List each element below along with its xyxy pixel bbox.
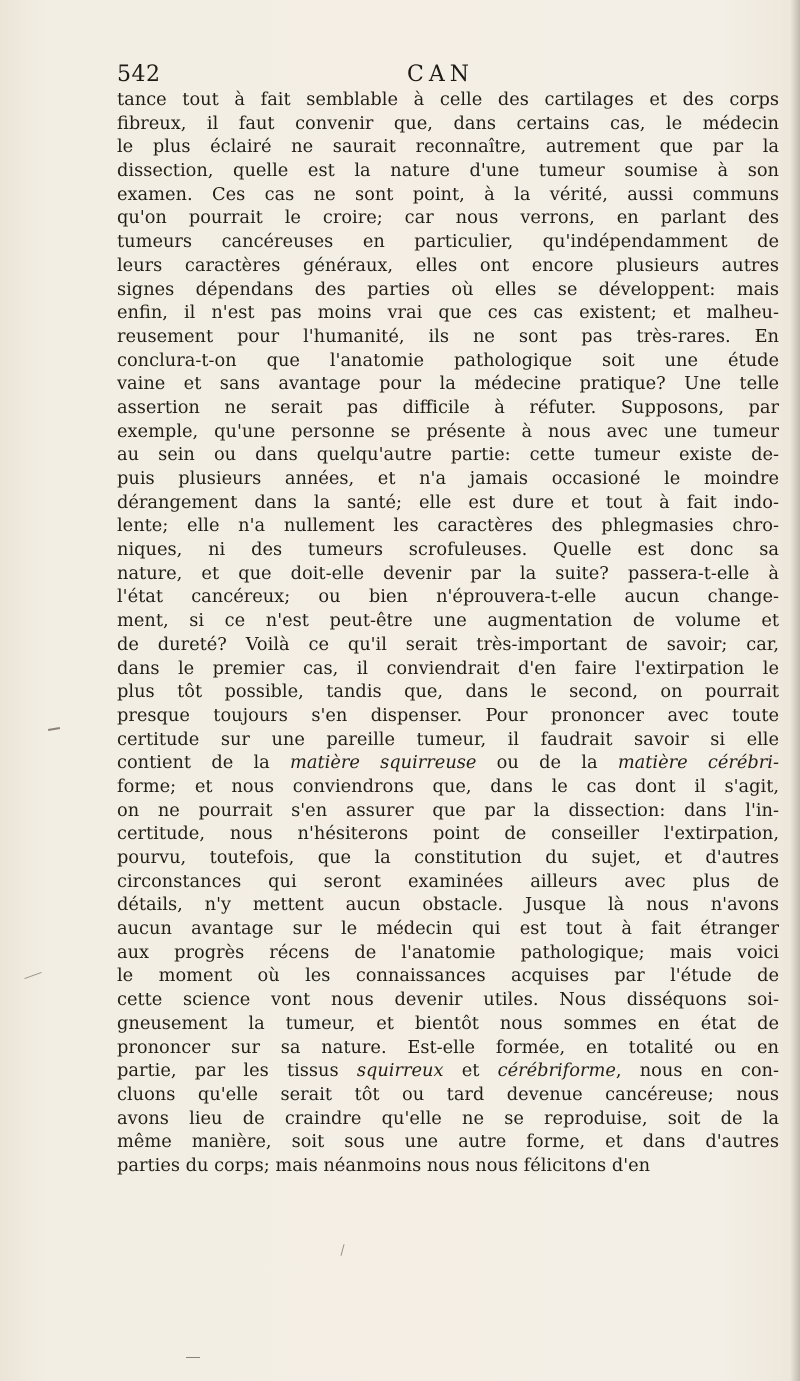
text-line: certitude sur une pareille tumeur, il faudrait savoir si elle <box>117 728 779 750</box>
italic-term: matière cérébri- <box>617 752 779 774</box>
text-line <box>117 775 779 799</box>
text-line: le moment où les connaissances acquises par l'étude de <box>117 965 779 987</box>
text-line: conclura-t-on que l'anatomie pathologique soit une étude <box>117 349 779 371</box>
text-line: aucun avantage sur le médecin qui est tout à fait étranger <box>117 918 779 940</box>
text-segment: contient de la <box>117 752 291 774</box>
text-line: aux progrès récens de l'anatomie pathologique; mais voici <box>117 941 779 963</box>
text-line: examen. Ces cas ne sont point, à la vérité, aussi communs <box>117 183 779 205</box>
text-line: au sein ou dans quelqu'autre partie: cette tumeur existe de- <box>117 444 779 466</box>
text-line: tance tout à fait semblable à celle des cartilages et des corps <box>117 89 779 110</box>
text-line: puis plusieurs années, et n'a jamais occasioné le moindre <box>117 468 779 489</box>
text-line: pourvu, toutefois, que la constitution du sujet, et d'autres <box>117 847 779 868</box>
text-line: lente; elle n'a nullement les caractères des phlegmasies chro- <box>117 515 779 537</box>
text-segment: , nous en con- <box>615 1060 779 1082</box>
text-line: plus tôt possible, tandis que, dans le second, on pourrait <box>117 681 779 703</box>
text-line: nature, et que doit-elle devenir par la suite? passera-t-elle à <box>117 562 779 584</box>
text-line: qu'on pourrait le croire; car nous verrons, en parlant des <box>117 207 779 229</box>
text-line: dissection, quelle est la nature d'une tumeur soumise à son <box>117 160 779 182</box>
text-segment: et <box>443 1060 498 1082</box>
text-segment: ou de la <box>476 752 618 774</box>
text-line: certitude, nous n'hésiterons point de conseiller l'extirpation, <box>117 823 779 845</box>
text-line: l'état cancéreux; ou bien n'éprouvera-t-elle aucun change- <box>117 586 779 608</box>
text-line: tumeurs cancéreuses en particulier, qu'indépendamment de <box>117 231 779 253</box>
text-line-mixed <box>117 1059 779 1083</box>
text-segment: partie, par les tissus <box>117 1060 357 1082</box>
page-edge-shadow <box>790 0 800 1381</box>
text-line: vaine et sans avantage pour la médecine pratique? Une telle <box>117 373 779 395</box>
text-line: dans le premier cas, il conviendrait d'en faire l'extirpation le <box>117 657 779 679</box>
text-line: circonstances qui seront examinées ailleurs avec plus de <box>117 870 779 892</box>
print-speck <box>340 1244 344 1256</box>
print-speck <box>48 727 60 731</box>
text-line: fibreux, il faut convenir que, dans certains cas, le médecin <box>117 112 779 134</box>
text-line: on ne pourrait s'en assurer que par la dissection: dans l'in- <box>117 799 779 821</box>
italic-term: squirreux <box>356 1060 444 1082</box>
text-line: parties du corps; mais néanmoins nous nous félicitons d'en <box>117 1154 651 1176</box>
text-line: ment, si ce n'est peut-être une augmentation de volume et <box>117 610 779 632</box>
text-line: enfin, il n'est pas moins vrai que ces cas existent; et malheu- <box>117 302 779 324</box>
body-text <box>117 88 779 1178</box>
text-line: presque toujours s'en dispenser. Pour prononcer avec toute <box>117 704 779 726</box>
text-line: de dureté? Voilà ce qu'il serait très-important de savoir; car, <box>117 633 779 655</box>
text-line: dérangement dans la santé; elle est dure et tout à fait indo- <box>117 491 779 513</box>
page-number: 542 <box>117 62 161 87</box>
text-line: détails, n'y mettent aucun obstacle. Jusque là nous n'avons <box>117 894 779 916</box>
text-line: leurs caractères généraux, elles ont encore plusieurs autres <box>117 254 779 276</box>
text-line: assertion ne serait pas difficile à réfuter. Supposons, par <box>117 396 779 418</box>
text-line: cluons qu'elle serait tôt ou tard devenue cancéreuse; nous <box>117 1083 779 1105</box>
text-line: avons lieu de craindre qu'elle ne se reproduise, soit de la <box>117 1107 779 1129</box>
text-segment: forme; et nous conviendrons que, dans le cas dont il s'agit, <box>117 775 779 797</box>
running-head: CAN <box>407 62 474 87</box>
text-line: exemple, qu'une personne se présente à nous avec une tumeur <box>117 420 779 442</box>
text-line: le plus éclairé ne saurait reconnaître, autrement que par la <box>117 136 779 158</box>
text-line: prononcer sur sa nature. Est-elle formée, en totalité ou en <box>117 1036 779 1058</box>
italic-term: matière squirreuse <box>290 752 477 774</box>
italic-term: cérébriforme <box>497 1060 616 1082</box>
text-line: même manière, soit sous une autre forme, et dans d'autres <box>117 1131 779 1153</box>
text-line-mixed <box>117 751 779 775</box>
text-line: signes dépendans des parties où elles se développent: mais <box>117 278 779 300</box>
text-line: reusement pour l'humanité, ils ne sont pas très-rares. En <box>117 325 779 347</box>
text-line: gneusement la tumeur, et bientôt nous sommes en état de <box>117 1012 779 1034</box>
print-speck <box>24 972 41 979</box>
print-speck <box>186 1357 200 1358</box>
text-line: cette science vont nous devenir utiles. Nous disséquons soi- <box>117 989 779 1011</box>
text-line: niques, ni des tumeurs scrofuleuses. Quelle est donc sa <box>117 539 779 561</box>
